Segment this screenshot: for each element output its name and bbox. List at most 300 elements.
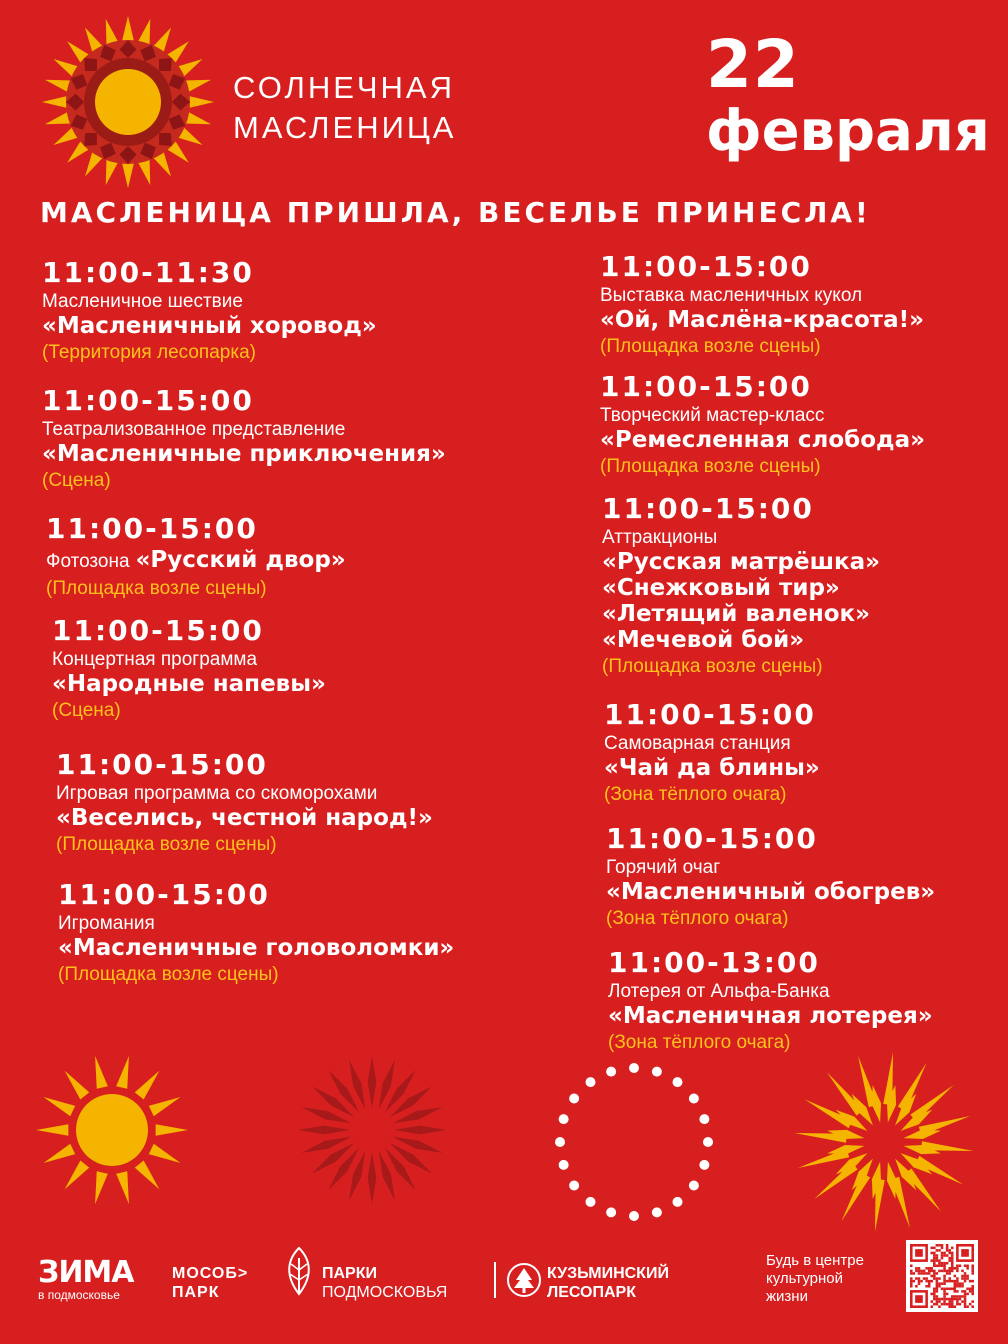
- event-category: Игровая программа со скоморохами: [56, 783, 378, 804]
- logo-parki-line-2: ПОДМОСКОВЬЯ: [322, 1284, 448, 1301]
- qr-finder: [915, 1249, 923, 1257]
- qr-module: [959, 1264, 962, 1267]
- sun-ray: [95, 1171, 108, 1204]
- qr-module: [943, 1264, 946, 1267]
- qr-module: [954, 1305, 957, 1308]
- qr-module: [951, 1270, 954, 1273]
- qr-module: [936, 1257, 939, 1260]
- event-place: (Площадка возле сцены): [600, 456, 821, 477]
- qr-module: [920, 1270, 923, 1273]
- event-category: Выставка масленичных кукол: [600, 285, 863, 306]
- qr-module: [918, 1277, 921, 1280]
- sun-dot: [699, 1160, 709, 1170]
- qr-module: [941, 1282, 944, 1285]
- qr-module: [936, 1277, 939, 1280]
- qr-module: [951, 1247, 954, 1250]
- brand-title: [233, 68, 456, 148]
- qr-module: [938, 1305, 941, 1308]
- qr-module: [918, 1267, 921, 1270]
- event-name: «Ой, Маслёна-красота!»: [600, 307, 924, 333]
- qr-module: [956, 1270, 959, 1273]
- qr-module: [964, 1277, 967, 1280]
- event-category: Лотерея от Альфа-Банка: [608, 981, 830, 1002]
- qr-module: [923, 1277, 926, 1280]
- qr-module: [948, 1280, 951, 1283]
- qr-module: [915, 1267, 918, 1270]
- event-right-0: [600, 252, 924, 359]
- tree-icon: [506, 1262, 542, 1298]
- qr-module: [910, 1285, 913, 1288]
- sun-dot: [672, 1197, 682, 1207]
- qr-module: [971, 1305, 974, 1308]
- qr-module: [943, 1288, 946, 1291]
- sun-dot: [699, 1114, 709, 1124]
- sun-ray: [135, 1071, 160, 1100]
- qr-module: [948, 1305, 951, 1308]
- qr-module: [946, 1288, 949, 1291]
- qr-module: [920, 1280, 923, 1283]
- qr-module: [954, 1290, 957, 1293]
- qr-module: [936, 1264, 939, 1267]
- qr-module: [948, 1277, 951, 1280]
- qr-module: [933, 1295, 936, 1298]
- qr-module: [946, 1303, 949, 1306]
- sun-dot: [559, 1114, 569, 1124]
- qr-module: [910, 1264, 913, 1267]
- sun-dot: [555, 1137, 565, 1147]
- qr-module: [961, 1300, 964, 1303]
- event-place: (Площадка возле сцены): [58, 964, 279, 985]
- qr-module: [961, 1275, 964, 1278]
- qr-module: [961, 1270, 964, 1273]
- event-place: (Территория лесопарка): [42, 342, 256, 363]
- sun-ray: [65, 1161, 90, 1190]
- qr-module: [943, 1254, 946, 1257]
- event-time: 11:00-15:00: [600, 250, 812, 283]
- footer-slogan-line-3: жизни: [766, 1288, 808, 1305]
- qr-module: [938, 1259, 941, 1262]
- qr-module: [938, 1282, 941, 1285]
- sun-diamond-ray: [904, 1130, 941, 1139]
- qr-module: [959, 1285, 962, 1288]
- logo-kuzminsky-line-2: ЛЕСОПАРК: [547, 1284, 636, 1301]
- qr-module: [936, 1282, 939, 1285]
- qr-module: [913, 1272, 916, 1275]
- sun-diamond-ray: [887, 1162, 896, 1199]
- qr-module: [930, 1259, 933, 1262]
- qr-module: [933, 1264, 936, 1267]
- event-place: (Площадка возле сцены): [56, 834, 277, 855]
- qr-module: [956, 1300, 959, 1303]
- qr-module: [930, 1252, 933, 1255]
- sun-dot: [652, 1207, 662, 1217]
- event-right-3: [604, 700, 820, 807]
- qr-module: [930, 1270, 933, 1273]
- qr-module: [930, 1267, 933, 1270]
- qr-module: [951, 1288, 954, 1291]
- qr-module: [964, 1272, 967, 1275]
- qr-finder: [961, 1249, 969, 1257]
- qr-module: [941, 1254, 944, 1257]
- qr-module: [946, 1293, 949, 1296]
- event-left-2: [46, 514, 346, 601]
- event-right-4: [606, 824, 935, 931]
- footer-slogan-line-1: Будь в центре: [766, 1252, 864, 1269]
- qr-module: [948, 1257, 951, 1260]
- qr-module: [964, 1295, 967, 1298]
- qr-module: [964, 1280, 967, 1283]
- event-name: «Русская матрёшка»: [602, 549, 881, 575]
- qr-module: [915, 1277, 918, 1280]
- qr-module: [938, 1264, 941, 1267]
- qr-module: [954, 1295, 957, 1298]
- sun-dot: [569, 1094, 579, 1104]
- qr-module: [925, 1272, 928, 1275]
- sun-diamond-ray: [368, 1152, 377, 1204]
- event-category: Самоварная станция: [604, 733, 791, 754]
- date-day: 22: [706, 26, 800, 103]
- qr-module: [910, 1280, 913, 1283]
- qr-module: [928, 1280, 931, 1283]
- event-name: «Масленичный хоровод»: [42, 313, 377, 339]
- event-category: Творческий мастер-класс: [600, 405, 825, 426]
- qr-module: [951, 1262, 954, 1265]
- qr-module: [966, 1277, 969, 1280]
- qr-module: [941, 1262, 944, 1265]
- qr-module: [913, 1280, 916, 1283]
- qr-module: [941, 1288, 944, 1291]
- sun-dot: [586, 1197, 596, 1207]
- event-time: 11:00-15:00: [46, 512, 258, 545]
- qr-module: [971, 1285, 974, 1288]
- sun-ray: [135, 1161, 160, 1190]
- qr-module: [964, 1264, 967, 1267]
- event-category: Концертная программа: [52, 649, 258, 670]
- event-category: Масленичное шествие: [42, 291, 243, 312]
- sun-dot: [606, 1207, 616, 1217]
- qr-module: [941, 1247, 944, 1250]
- qr-module: [943, 1252, 946, 1255]
- qr-module: [936, 1288, 939, 1291]
- qr-module: [930, 1305, 933, 1308]
- sun-diamond-ray: [298, 1126, 350, 1135]
- sun-ray: [44, 1097, 76, 1116]
- qr-module: [933, 1247, 936, 1250]
- qr-code-icon[interactable]: [906, 1240, 978, 1312]
- qr-module: [964, 1305, 967, 1308]
- qr-module: [943, 1293, 946, 1296]
- qr-module: [969, 1288, 972, 1291]
- qr-module: [933, 1293, 936, 1296]
- qr-module: [938, 1249, 941, 1252]
- qr-module: [959, 1298, 962, 1301]
- logo-ring-diamond: [159, 133, 172, 146]
- sun-dots-icon: [552, 1060, 716, 1224]
- sun-dot: [559, 1160, 569, 1170]
- qr-module: [918, 1270, 921, 1273]
- event-place: (Площадка возле сцены): [602, 656, 823, 677]
- logo-ring-diamond: [84, 133, 97, 146]
- qr-module: [971, 1288, 974, 1291]
- qr-module: [943, 1275, 946, 1278]
- qr-module: [943, 1270, 946, 1273]
- sun-dot: [629, 1063, 639, 1073]
- qr-module: [964, 1303, 967, 1306]
- sun-ray: [44, 1144, 76, 1163]
- qr-module: [966, 1305, 969, 1308]
- event-category: Фотозона: [46, 551, 130, 572]
- qr-module: [923, 1270, 926, 1273]
- qr-module: [951, 1264, 954, 1267]
- event-name: «Веселись, честной народ!»: [56, 805, 433, 831]
- sun-yellow-icon: [32, 1050, 192, 1210]
- qr-module: [956, 1267, 959, 1270]
- qr-module: [925, 1277, 928, 1280]
- qr-module: [943, 1262, 946, 1265]
- event-name: «Масленичный обогрев»: [606, 879, 936, 905]
- qr-module: [936, 1254, 939, 1257]
- qr-module: [938, 1262, 941, 1265]
- qr-module: [943, 1277, 946, 1280]
- qr-module: [943, 1295, 946, 1298]
- qr-module: [923, 1272, 926, 1275]
- event-place: (Площадка возле сцены): [46, 578, 267, 599]
- qr-module: [961, 1282, 964, 1285]
- qr-module: [933, 1288, 936, 1291]
- logo-zima-title: ЗИМА: [38, 1255, 134, 1290]
- qr-module: [938, 1277, 941, 1280]
- event-time: 11:00-15:00: [604, 698, 816, 731]
- qr-module: [918, 1282, 921, 1285]
- qr-module: [959, 1295, 962, 1298]
- qr-module: [961, 1290, 964, 1293]
- qr-module: [943, 1290, 946, 1293]
- event-time: 11:00-13:00: [608, 946, 820, 979]
- qr-module: [936, 1303, 939, 1306]
- qr-module: [971, 1300, 974, 1303]
- qr-module: [951, 1257, 954, 1260]
- qr-module: [933, 1270, 936, 1273]
- event-name: «Масленичные головоломки»: [58, 935, 455, 961]
- qr-module: [948, 1249, 951, 1252]
- event-time: 11:00-15:00: [42, 384, 254, 417]
- event-category: Игромания: [58, 913, 155, 934]
- qr-module: [933, 1303, 936, 1306]
- logo-ring-diamond: [84, 58, 97, 71]
- sun-diamond-ray: [368, 1056, 377, 1108]
- brand-line-1: СОЛНЕЧНАЯ: [233, 70, 455, 105]
- qr-module: [933, 1259, 936, 1262]
- qr-module: [969, 1303, 972, 1306]
- sun-dark-red-icon: [292, 1050, 452, 1210]
- qr-module: [948, 1272, 951, 1275]
- qr-module: [925, 1280, 928, 1283]
- event-time: 11:00-15:00: [52, 614, 264, 647]
- qr-module: [928, 1272, 931, 1275]
- qr-module: [961, 1277, 964, 1280]
- qr-module: [948, 1267, 951, 1270]
- leaf-icon: [282, 1246, 316, 1298]
- qr-module: [933, 1298, 936, 1301]
- qr-module: [936, 1300, 939, 1303]
- qr-module: [936, 1290, 939, 1293]
- qr-module: [964, 1300, 967, 1303]
- qr-module: [933, 1262, 936, 1265]
- event-name: «Народные напевы»: [52, 671, 326, 697]
- event-name: «Снежковый тир»: [602, 575, 840, 601]
- qr-module: [956, 1290, 959, 1293]
- sun-ray: [65, 1071, 90, 1100]
- qr-module: [910, 1270, 913, 1273]
- qr-module: [918, 1272, 921, 1275]
- qr-module: [956, 1282, 959, 1285]
- event-time: 11:00-15:00: [56, 748, 268, 781]
- logo-parki-line-1: ПАРКИ: [322, 1265, 377, 1282]
- logo-kuzminsky: [547, 1264, 669, 1302]
- sun-ray: [36, 1124, 68, 1135]
- sun-logo-icon: [40, 14, 216, 190]
- sun-ray: [149, 1144, 181, 1163]
- qr-module: [930, 1280, 933, 1283]
- qr-module: [936, 1298, 939, 1301]
- qr-module: [956, 1264, 959, 1267]
- event-name: «Чай да блины»: [604, 755, 820, 781]
- qr-module: [951, 1254, 954, 1257]
- logo-ring-diamond: [159, 58, 172, 71]
- qr-module: [943, 1267, 946, 1270]
- qr-module: [946, 1254, 949, 1257]
- logo-zima: [38, 1255, 134, 1302]
- event-left-3: [52, 616, 326, 723]
- qr-module: [971, 1293, 974, 1296]
- qr-module: [946, 1298, 949, 1301]
- event-name: «Ремесленная слобода»: [600, 427, 925, 453]
- qr-module: [964, 1275, 967, 1278]
- qr-module: [941, 1252, 944, 1255]
- qr-module: [910, 1272, 913, 1275]
- sun-diamond-ray: [827, 1145, 864, 1154]
- qr-module: [941, 1264, 944, 1267]
- qr-module: [933, 1275, 936, 1278]
- qr-module: [948, 1252, 951, 1255]
- qr-module: [956, 1298, 959, 1301]
- qr-module: [915, 1270, 918, 1273]
- sun-ray: [116, 1056, 129, 1089]
- qr-module: [948, 1300, 951, 1303]
- event-name: «Масленичные приключения»: [42, 441, 446, 467]
- qr-module: [933, 1272, 936, 1275]
- qr-module: [938, 1300, 941, 1303]
- qr-module: [936, 1280, 939, 1283]
- qr-module: [941, 1244, 944, 1247]
- event-left-0: [42, 258, 377, 365]
- event-right-1: [600, 372, 925, 479]
- qr-module: [951, 1267, 954, 1270]
- sun-ray: [95, 1056, 108, 1089]
- logo-mosobpark-line-1: МОСОБ>: [172, 1265, 249, 1282]
- qr-module: [910, 1282, 913, 1285]
- event-left-1: [42, 386, 446, 493]
- event-name: «Мечевой бой»: [602, 627, 805, 653]
- qr-module: [930, 1293, 933, 1296]
- qr-module: [946, 1247, 949, 1250]
- qr-module: [936, 1272, 939, 1275]
- qr-module: [936, 1285, 939, 1288]
- qr-module: [971, 1290, 974, 1293]
- qr-module: [928, 1270, 931, 1273]
- logo-parki: [322, 1264, 447, 1302]
- qr-module: [964, 1290, 967, 1293]
- event-place: (Зона тёплого очага): [604, 784, 787, 805]
- qr-module: [951, 1295, 954, 1298]
- qr-module: [943, 1282, 946, 1285]
- qr-module: [933, 1254, 936, 1257]
- qr-module: [951, 1303, 954, 1306]
- sun-dot: [606, 1067, 616, 1077]
- event-place: (Зона тёплого очага): [608, 1032, 791, 1053]
- sun-yellow-rays-icon: [792, 1050, 976, 1234]
- footer-slogan: [766, 1252, 864, 1306]
- qr-module: [936, 1295, 939, 1298]
- qr-module: [956, 1295, 959, 1298]
- sun-dot: [586, 1077, 596, 1087]
- qr-module: [971, 1267, 974, 1270]
- brand-line-2: МАСЛЕНИЦА: [233, 110, 457, 145]
- qr-module: [941, 1303, 944, 1306]
- sun-dot: [629, 1211, 639, 1221]
- qr-module: [966, 1293, 969, 1296]
- event-left-5: [58, 880, 454, 987]
- qr-module: [928, 1282, 931, 1285]
- event-left-4: [56, 750, 433, 857]
- qr-module: [946, 1262, 949, 1265]
- qr-module: [954, 1280, 957, 1283]
- qr-module: [936, 1249, 939, 1252]
- qr-module: [954, 1282, 957, 1285]
- date-month: февраля: [706, 99, 990, 164]
- qr-module: [915, 1285, 918, 1288]
- qr-module: [930, 1247, 933, 1250]
- qr-module: [966, 1275, 969, 1278]
- event-name: «Русский двор»: [135, 547, 346, 573]
- event-name: «Масленичная лотерея»: [608, 1003, 933, 1029]
- sun-ray: [156, 1124, 188, 1135]
- event-time: 11:00-15:00: [600, 370, 812, 403]
- slogan: МАСЛЕНИЦА ПРИШЛА, ВЕСЕЛЬЕ ПРИНЕСЛА!: [40, 196, 871, 229]
- footer-slogan-line-2: культурной: [766, 1270, 844, 1287]
- qr-module: [951, 1252, 954, 1255]
- sun-dot: [569, 1180, 579, 1190]
- sun-dot: [689, 1094, 699, 1104]
- event-category: Горячий очаг: [606, 857, 721, 878]
- qr-module: [956, 1280, 959, 1283]
- qr-module: [933, 1252, 936, 1255]
- qr-module: [966, 1264, 969, 1267]
- event-time: 11:00-15:00: [606, 822, 818, 855]
- qr-module: [969, 1290, 972, 1293]
- logo-divider: [494, 1262, 496, 1298]
- qr-module: [925, 1267, 928, 1270]
- qr-module: [933, 1257, 936, 1260]
- qr-module: [941, 1270, 944, 1273]
- qr-module: [941, 1257, 944, 1260]
- qr-module: [954, 1285, 957, 1288]
- event-place: (Площадка возле сцены): [600, 336, 821, 357]
- qr-finder: [915, 1295, 923, 1303]
- qr-module: [933, 1290, 936, 1293]
- qr-module: [966, 1267, 969, 1270]
- qr-module: [951, 1300, 954, 1303]
